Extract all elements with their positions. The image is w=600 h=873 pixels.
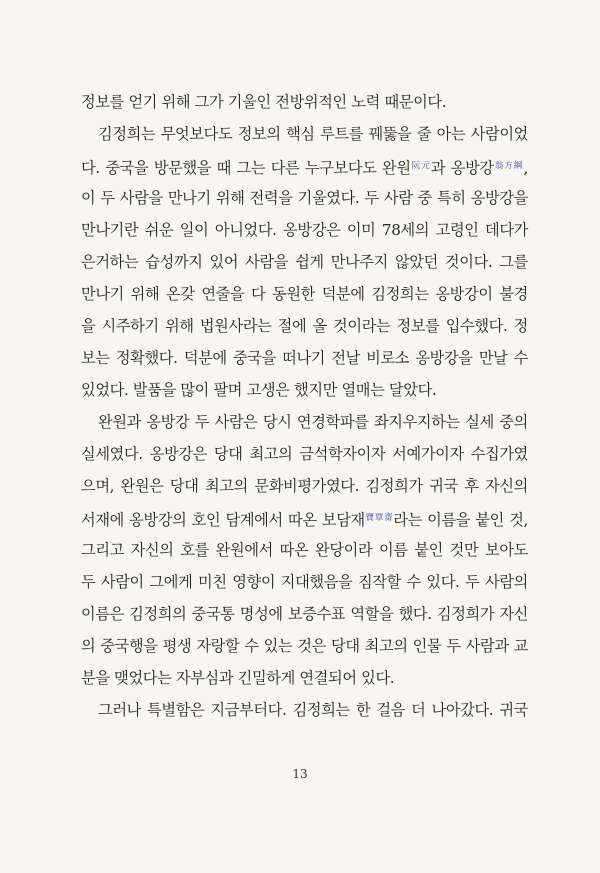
hanja-annotation: 翁方綱 (493, 161, 524, 171)
text-line-18: 의 중국행을 평생 자랑할 수 있는 것은 당대 최고의 인물 두 사람과 교 (81, 637, 528, 655)
text-segment: 라는 이름을 붙인 것, (393, 511, 528, 529)
hanja-annotation: 阮元 (410, 161, 431, 171)
text-line-6: 은거하는 습성까지 있어 사람을 쉽게 만나주지 않았던 것이다. 그를 (81, 253, 528, 271)
text-line-4: 이 두 사람을 만나기 위해 전력을 기울였다. 두 사람 중 특히 옹방강을 (81, 189, 528, 207)
page-number: 13 (292, 767, 308, 781)
text-line-11: 완원과 옹방강 두 사람은 당시 연경학파를 좌지우지하는 실세 중의 (98, 413, 528, 431)
hanja-annotation: 寶覃齋 (364, 513, 394, 523)
text-line-8: 을 시주하기 위해 법원사라는 절에 올 것이라는 정보를 입수했다. 정 (81, 317, 528, 335)
text-line-2: 김정희는 무엇보다도 정보의 핵심 루트를 꿰뚫을 줄 아는 사람이었 (98, 125, 528, 143)
text-segment: , (523, 159, 528, 177)
text-line-9: 보는 정확했다. 덕분에 중국을 떠나기 전날 비로소 옹방강을 만날 수 (81, 349, 528, 367)
text-line-3 (81, 151, 528, 181)
text-line-19: 분을 맺었다는 자부심과 긴밀하게 연결되어 있다. (81, 669, 395, 687)
text-line-12: 실세였다. 옹방강은 당대 최고의 금석학자이자 서예가이자 수집가였 (81, 445, 528, 463)
text-line-7: 만나기 위해 온갖 연줄을 다 동원한 덕분에 김정희는 옹방강이 불경 (81, 285, 528, 303)
text-line-15: 그리고 자신의 호를 완원에서 따온 완당이라 이름 붙인 것만 보아도 (81, 541, 528, 559)
text-line-5: 만나기란 쉬운 일이 아니었다. 옹방강은 이미 78세의 고령인 데다가 (81, 221, 528, 239)
text-segment: 다. 중국을 방문했을 때 그는 다른 누구보다도 완원 (81, 159, 411, 177)
text-segment: 서재에 옹방강의 호인 담계에서 따온 보담재 (81, 511, 365, 529)
text-line-10: 있었다. 발품을 많이 팔며 고생은 했지만 열매는 달았다. (81, 381, 437, 399)
text-line-1: 정보를 얻기 위해 그가 기울인 전방위적인 노력 때문이다. (81, 93, 447, 111)
text-segment: 과 옹방강 (430, 159, 494, 177)
text-line-20: 그러나 특별함은 지금부터다. 김정희는 한 걸음 더 나아갔다. 귀국 (98, 701, 528, 719)
text-line-14 (81, 503, 528, 533)
text-line-13: 으며, 완원은 당대 최고의 문화비평가였다. 김정희가 귀국 후 자신의 (81, 477, 528, 495)
text-line-16: 두 사람이 그에게 미친 영향이 지대했음을 짐작할 수 있다. 두 사람의 (81, 573, 528, 591)
text-line-17: 이름은 김정희의 중국통 명성에 보증수표 역할을 했다. 김정희가 자신 (81, 605, 528, 623)
